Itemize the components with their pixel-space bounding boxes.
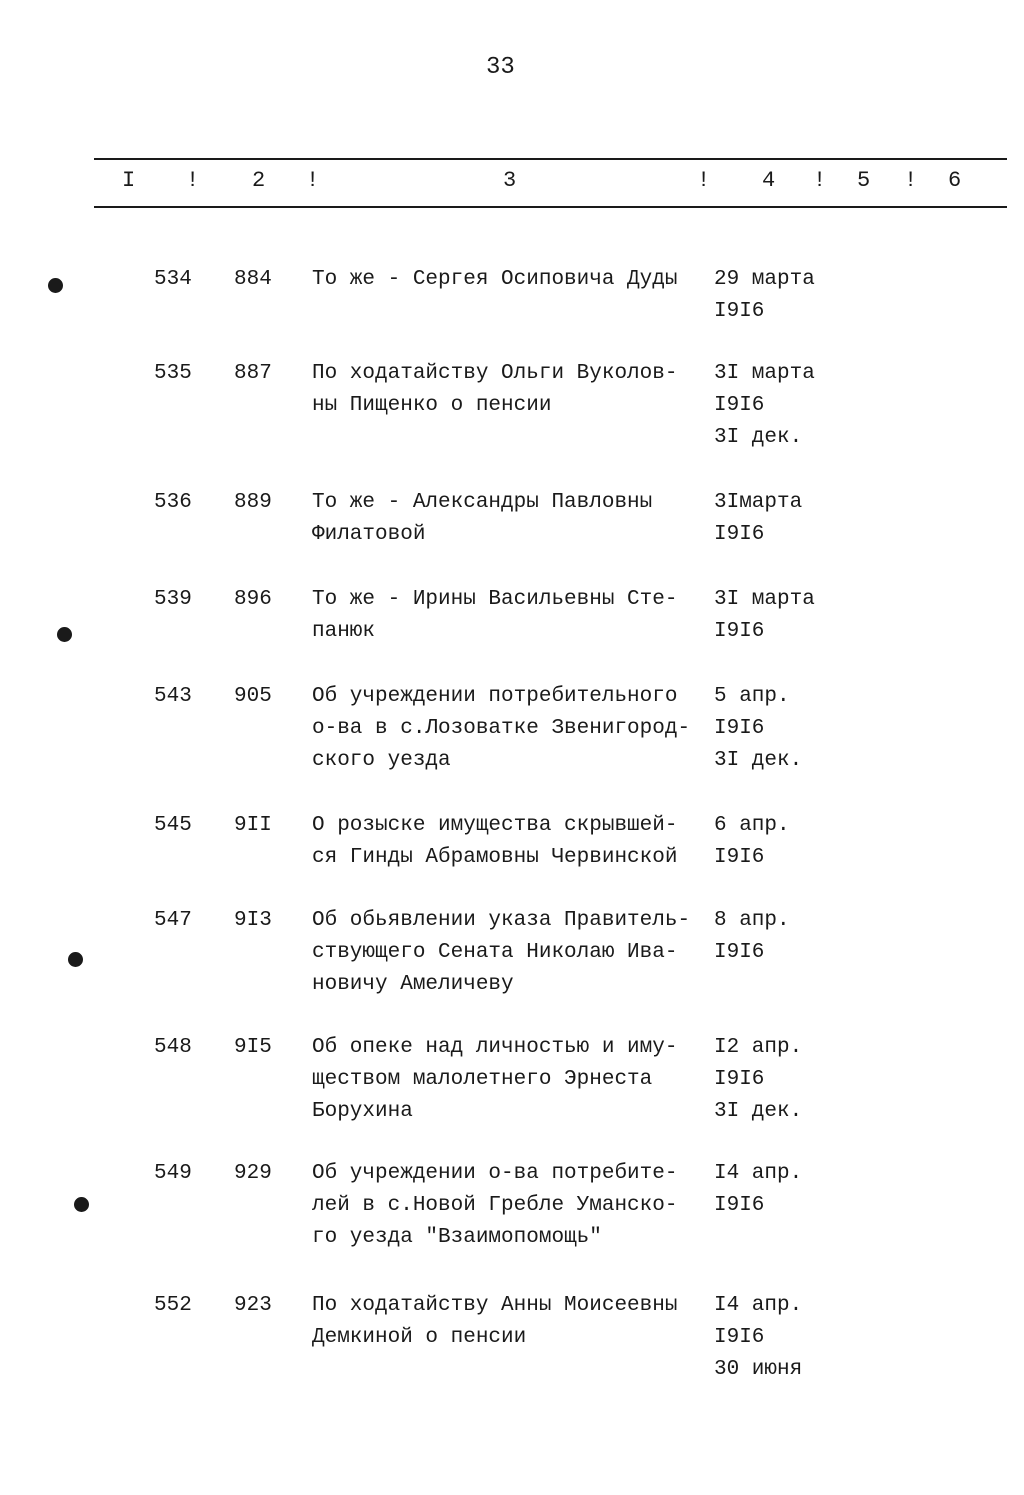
file-date-line: 6 апр. — [714, 814, 790, 837]
file-title-line: По ходатайству Ольги Вуколов- — [312, 362, 678, 385]
file-dates — [714, 810, 854, 874]
file-date-line: 29 марта — [714, 268, 815, 291]
file-date-line: I9I6 — [714, 1326, 765, 1349]
header-separator: ! — [186, 168, 200, 193]
file-title-line: ны Пищенко о пенсии — [312, 394, 552, 417]
header-col-6: 6 — [948, 168, 962, 193]
row-number: 547 — [154, 909, 192, 932]
row-number: 549 — [154, 1162, 192, 1185]
file-date-line: 3I марта — [714, 362, 815, 385]
file-number: 896 — [234, 588, 272, 611]
file-title-line: новичу Амеличеву — [312, 973, 514, 996]
file-date-line: 3I дек. — [714, 749, 803, 772]
header-col-5: 5 — [857, 168, 871, 193]
header-col-1: I — [122, 168, 136, 193]
file-number: 9I5 — [234, 1036, 272, 1059]
file-number: 9II — [234, 814, 272, 837]
file-title — [312, 905, 704, 1001]
file-date-line: I9I6 — [714, 1068, 765, 1091]
file-date-line: 5 апр. — [714, 685, 790, 708]
file-number: 887 — [234, 362, 272, 385]
file-title — [312, 487, 704, 551]
file-title-line: Филатовой — [312, 523, 426, 546]
file-title — [312, 1290, 704, 1354]
file-title-line: По ходатайству Анны Моисеевны — [312, 1294, 678, 1317]
row-number: 548 — [154, 1036, 192, 1059]
file-title-line: панюк — [312, 620, 376, 643]
row-number: 543 — [154, 685, 192, 708]
header-separator: ! — [813, 168, 827, 193]
row-number: 535 — [154, 362, 192, 385]
file-dates — [714, 1032, 854, 1128]
header-col-3: 3 — [503, 168, 517, 193]
file-title-line: Демкиной о пенсии — [312, 1326, 527, 1349]
file-title — [312, 584, 704, 648]
file-dates — [714, 358, 854, 454]
row-number: 534 — [154, 268, 192, 291]
punch-hole-mark — [74, 1197, 89, 1212]
file-title-line: То же - Александры Павловны — [312, 491, 653, 514]
file-dates — [714, 681, 854, 777]
file-title-line: Об обьявлении указа Правитель- — [312, 909, 691, 932]
file-number: 905 — [234, 685, 272, 708]
file-number: 929 — [234, 1162, 272, 1185]
file-date-line: I9I6 — [714, 394, 765, 417]
file-dates — [714, 905, 854, 969]
file-date-line: 3I марта — [714, 588, 815, 611]
file-number: 889 — [234, 491, 272, 514]
file-title-line: ствующего Сената Николаю Ива- — [312, 941, 678, 964]
file-date-line: 3Iмарта — [714, 491, 803, 514]
page-number: 33 — [486, 54, 515, 81]
file-title — [312, 264, 704, 296]
file-title-line: ского уезда — [312, 749, 451, 772]
file-dates — [714, 487, 854, 551]
file-title-line: ществом малолетнего Эрнеста — [312, 1068, 653, 1091]
table-header — [0, 168, 1024, 198]
row-number: 552 — [154, 1294, 192, 1317]
file-dates — [714, 584, 854, 648]
file-title — [312, 358, 704, 422]
file-number: 9I3 — [234, 909, 272, 932]
table-header-bottom-rule — [94, 206, 1007, 208]
file-date-line: 8 апр. — [714, 909, 790, 932]
punch-hole-mark — [68, 952, 83, 967]
file-date-line: I2 апр. — [714, 1036, 803, 1059]
file-title-line: лей в с.Новой Гребле Уманско- — [312, 1194, 678, 1217]
punch-hole-mark — [48, 278, 63, 293]
file-date-line: I9I6 — [714, 717, 765, 740]
file-title-line: о-ва в с.Лозоватке Звенигород- — [312, 717, 691, 740]
file-number: 923 — [234, 1294, 272, 1317]
file-date-line: 3I дек. — [714, 1100, 803, 1123]
file-date-line: I9I6 — [714, 941, 765, 964]
file-title-line: Об учреждении о-ва потребите- — [312, 1162, 678, 1185]
file-number: 884 — [234, 268, 272, 291]
header-separator: ! — [697, 168, 711, 193]
file-title-line: го уезда "Взаимопомощь" — [312, 1226, 602, 1249]
header-separator: ! — [306, 168, 320, 193]
file-date-line: 3I дек. — [714, 426, 803, 449]
file-title — [312, 1158, 704, 1254]
row-number: 536 — [154, 491, 192, 514]
row-number: 539 — [154, 588, 192, 611]
header-col-2: 2 — [252, 168, 266, 193]
file-date-line: I9I6 — [714, 620, 765, 643]
file-dates — [714, 1290, 854, 1386]
file-date-line: 30 июня — [714, 1358, 803, 1381]
file-title-line: Об учреждении потребительного — [312, 685, 678, 708]
file-title-line: То же - Ирины Васильевны Сте- — [312, 588, 678, 611]
file-title — [312, 681, 704, 777]
file-title — [312, 810, 704, 874]
file-date-line: I9I6 — [714, 846, 765, 869]
row-number: 545 — [154, 814, 192, 837]
file-date-line: I4 апр. — [714, 1294, 803, 1317]
file-date-line: I9I6 — [714, 300, 765, 323]
file-title-line: То же - Сергея Осиповича Дуды — [312, 268, 678, 291]
file-date-line: I9I6 — [714, 1194, 765, 1217]
file-title — [312, 1032, 704, 1128]
file-title-line: О розыске имущества скрывшей- — [312, 814, 678, 837]
file-title-line: Борухина — [312, 1100, 413, 1123]
file-date-line: I9I6 — [714, 523, 765, 546]
file-dates — [714, 264, 854, 328]
file-title-line: Об опеке над личностью и иму- — [312, 1036, 678, 1059]
header-col-4: 4 — [762, 168, 776, 193]
file-dates — [714, 1158, 854, 1222]
file-title-line: ся Гинды Абрамовны Червинской — [312, 846, 678, 869]
table-header-top-rule — [94, 158, 1007, 160]
punch-hole-mark — [57, 627, 72, 642]
header-separator: ! — [904, 168, 918, 193]
file-date-line: I4 апр. — [714, 1162, 803, 1185]
